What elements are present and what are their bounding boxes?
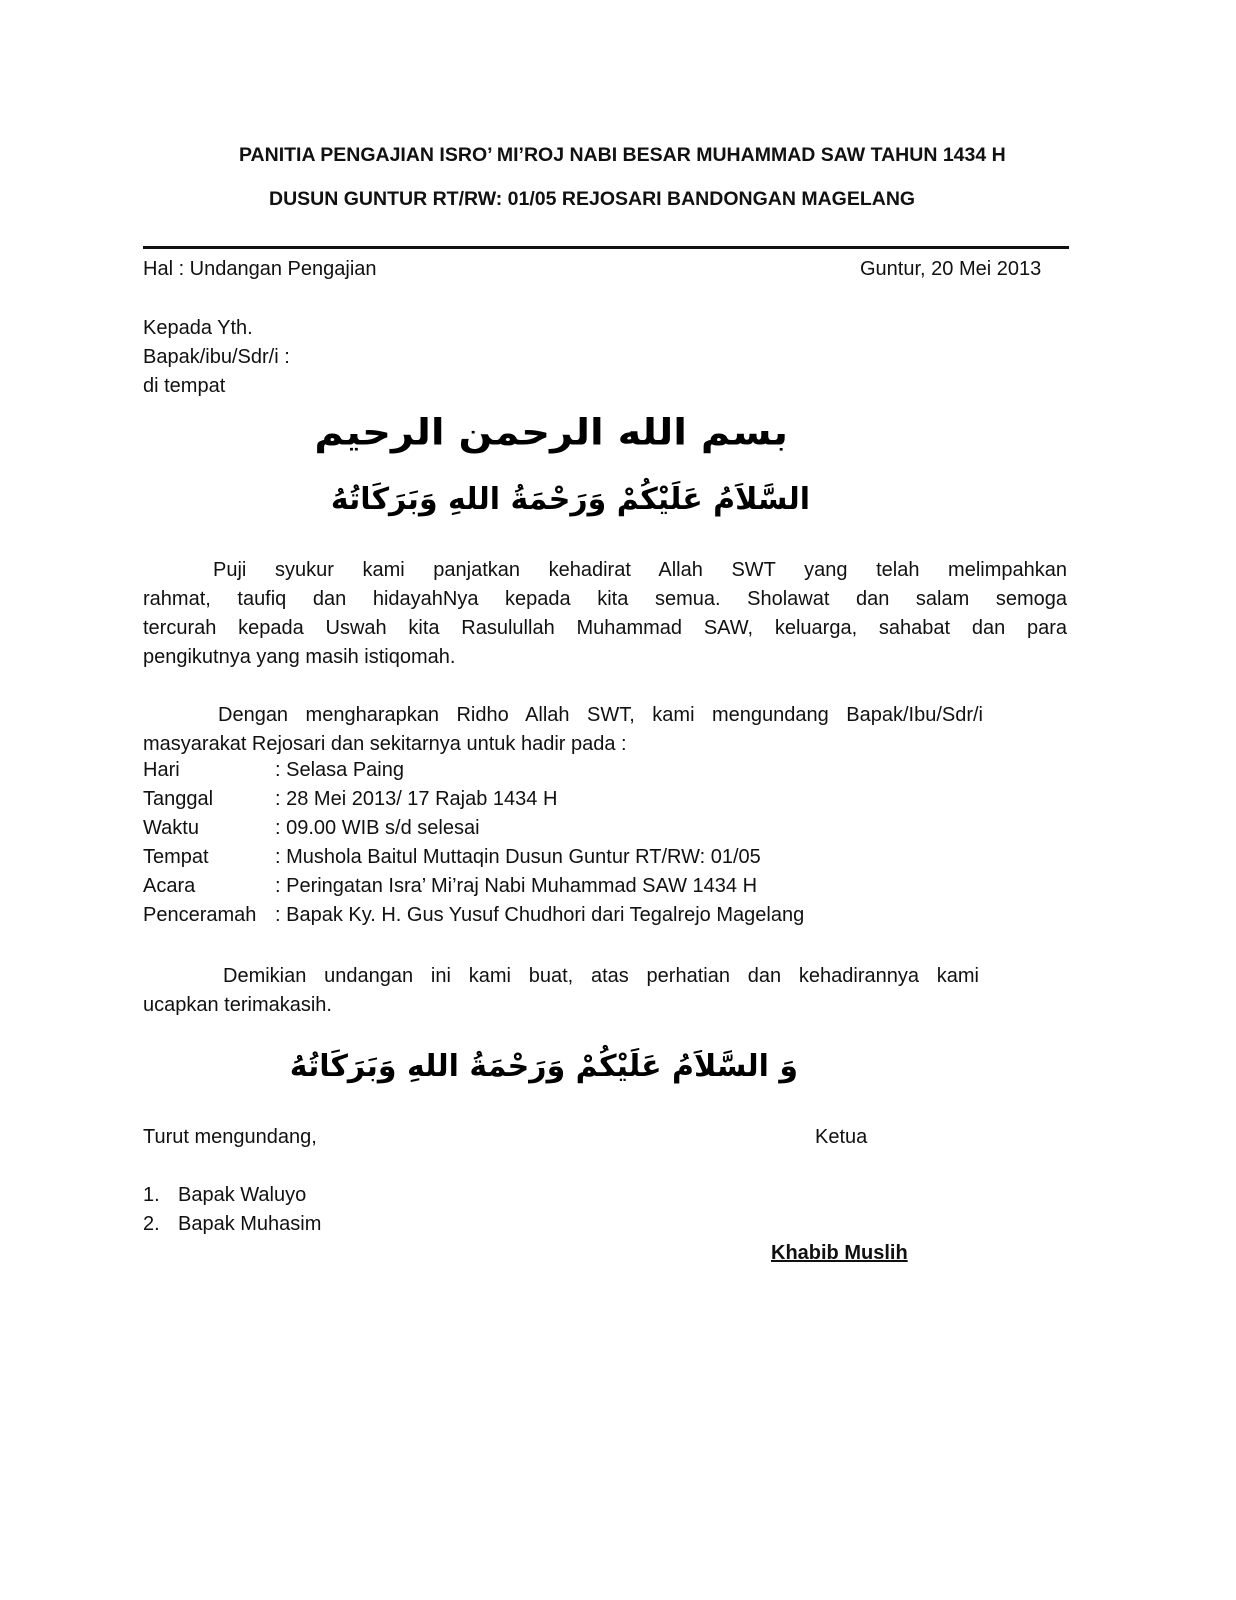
- detail-value: : Bapak Ky. H. Gus Yusuf Chudhori dari Tegalrejo Magelang: [275, 904, 805, 926]
- paragraph-opening: [143, 556, 1067, 672]
- salam-opening: السَّلاَمُ عَلَيْكُمْ وَرَحْمَةُ اللهِ وَبَرَكَاتُهُ: [330, 482, 810, 517]
- detail-value: : Peringatan Isra’ Mi’raj Nabi Muhammad SAW 1434 H: [275, 875, 758, 897]
- recipient-line3: di tempat: [143, 375, 226, 397]
- detail-row-waktu: [143, 817, 480, 840]
- header-title-line2: DUSUN GUNTUR RT/RW: 01/05 REJOSARI BANDONGAN MAGELANG: [269, 188, 916, 210]
- detail-label: Tempat: [143, 846, 209, 868]
- cosigner-item: [143, 1184, 306, 1207]
- place-date: Guntur, 20 Mei 2013: [860, 258, 1042, 280]
- header-divider: [143, 246, 1069, 249]
- recipient-line2: Bapak/ibu/Sdr/i :: [143, 346, 290, 368]
- paragraph-line: rahmat, taufiq dan hidayahNya kepada kita semua. Sholawat dan salam semoga: [143, 588, 1067, 610]
- detail-label: Penceramah: [143, 904, 257, 926]
- detail-label: Hari: [143, 759, 180, 781]
- detail-value: : Mushola Baitul Muttaqin Dusun Guntur RT/RW: 01/05: [275, 846, 761, 868]
- detail-label: Tanggal: [143, 788, 214, 810]
- paragraph-line: [143, 701, 983, 730]
- paragraph-line: masyarakat Rejosari dan sekitarnya untuk hadir pada :: [143, 733, 627, 755]
- paragraph-line: [143, 962, 979, 991]
- chair-name: Khabib Muslih: [771, 1242, 908, 1264]
- salam-closing: وَ السَّلاَمُ عَلَيْكُمْ وَرَحْمَةُ اللهِ وَبَرَكَاتُهُ: [289, 1049, 798, 1084]
- detail-label: Waktu: [143, 817, 199, 839]
- recipient-line1: Kepada Yth.: [143, 317, 253, 339]
- detail-row-tempat: [143, 846, 761, 869]
- detail-value: : Selasa Paing: [275, 759, 404, 781]
- paragraph-line: tercurah kepada Uswah kita Rasulullah Muhammad SAW, keluarga, sahabat dan para: [143, 617, 1067, 639]
- header-title-line1: PANITIA PENGAJIAN ISRO’ MI’ROJ NABI BESAR MUHAMMAD SAW TAHUN 1434 H: [239, 144, 1006, 166]
- paragraph-closing: [143, 962, 979, 1020]
- paragraph-line-text: Puji syukur kami panjatkan kehadirat Allah SWT yang telah melimpahkan: [213, 559, 1067, 581]
- detail-label: Acara: [143, 875, 196, 897]
- detail-value: : 09.00 WIB s/d selesai: [275, 817, 480, 839]
- subject-line: Hal : Undangan Pengajian: [143, 258, 377, 280]
- paragraph-invitation: [143, 701, 983, 759]
- cosigner-number: 1.: [143, 1184, 160, 1206]
- paragraph-line-text: Dengan mengharapkan Ridho Allah SWT, kami mengundang Bapak/Ibu/Sdr/i: [218, 704, 983, 726]
- cosigner-item: [143, 1213, 321, 1236]
- detail-row-acara: [143, 875, 757, 898]
- detail-row-tanggal: [143, 788, 557, 811]
- paragraph-line: [143, 556, 1067, 585]
- paragraph-line: ucapkan terimakasih.: [143, 994, 332, 1016]
- cosigner-number: 2.: [143, 1213, 160, 1235]
- cosign-heading: Turut mengundang,: [143, 1126, 317, 1148]
- detail-value: : 28 Mei 2013/ 17 Rajab 1434 H: [275, 788, 558, 810]
- basmala-calligraphy: بسم الله الرحمن الرحيم: [314, 412, 788, 454]
- chair-title: Ketua: [815, 1126, 868, 1148]
- paragraph-line-text: Demikian undangan ini kami buat, atas perhatian dan kehadirannya kami: [223, 965, 979, 987]
- cosigner-name: Bapak Waluyo: [178, 1184, 307, 1206]
- detail-row-hari: [143, 759, 404, 782]
- detail-row-penceramah: [143, 904, 804, 927]
- cosigner-name: Bapak Muhasim: [178, 1213, 322, 1235]
- paragraph-line: pengikutnya yang masih istiqomah.: [143, 646, 456, 668]
